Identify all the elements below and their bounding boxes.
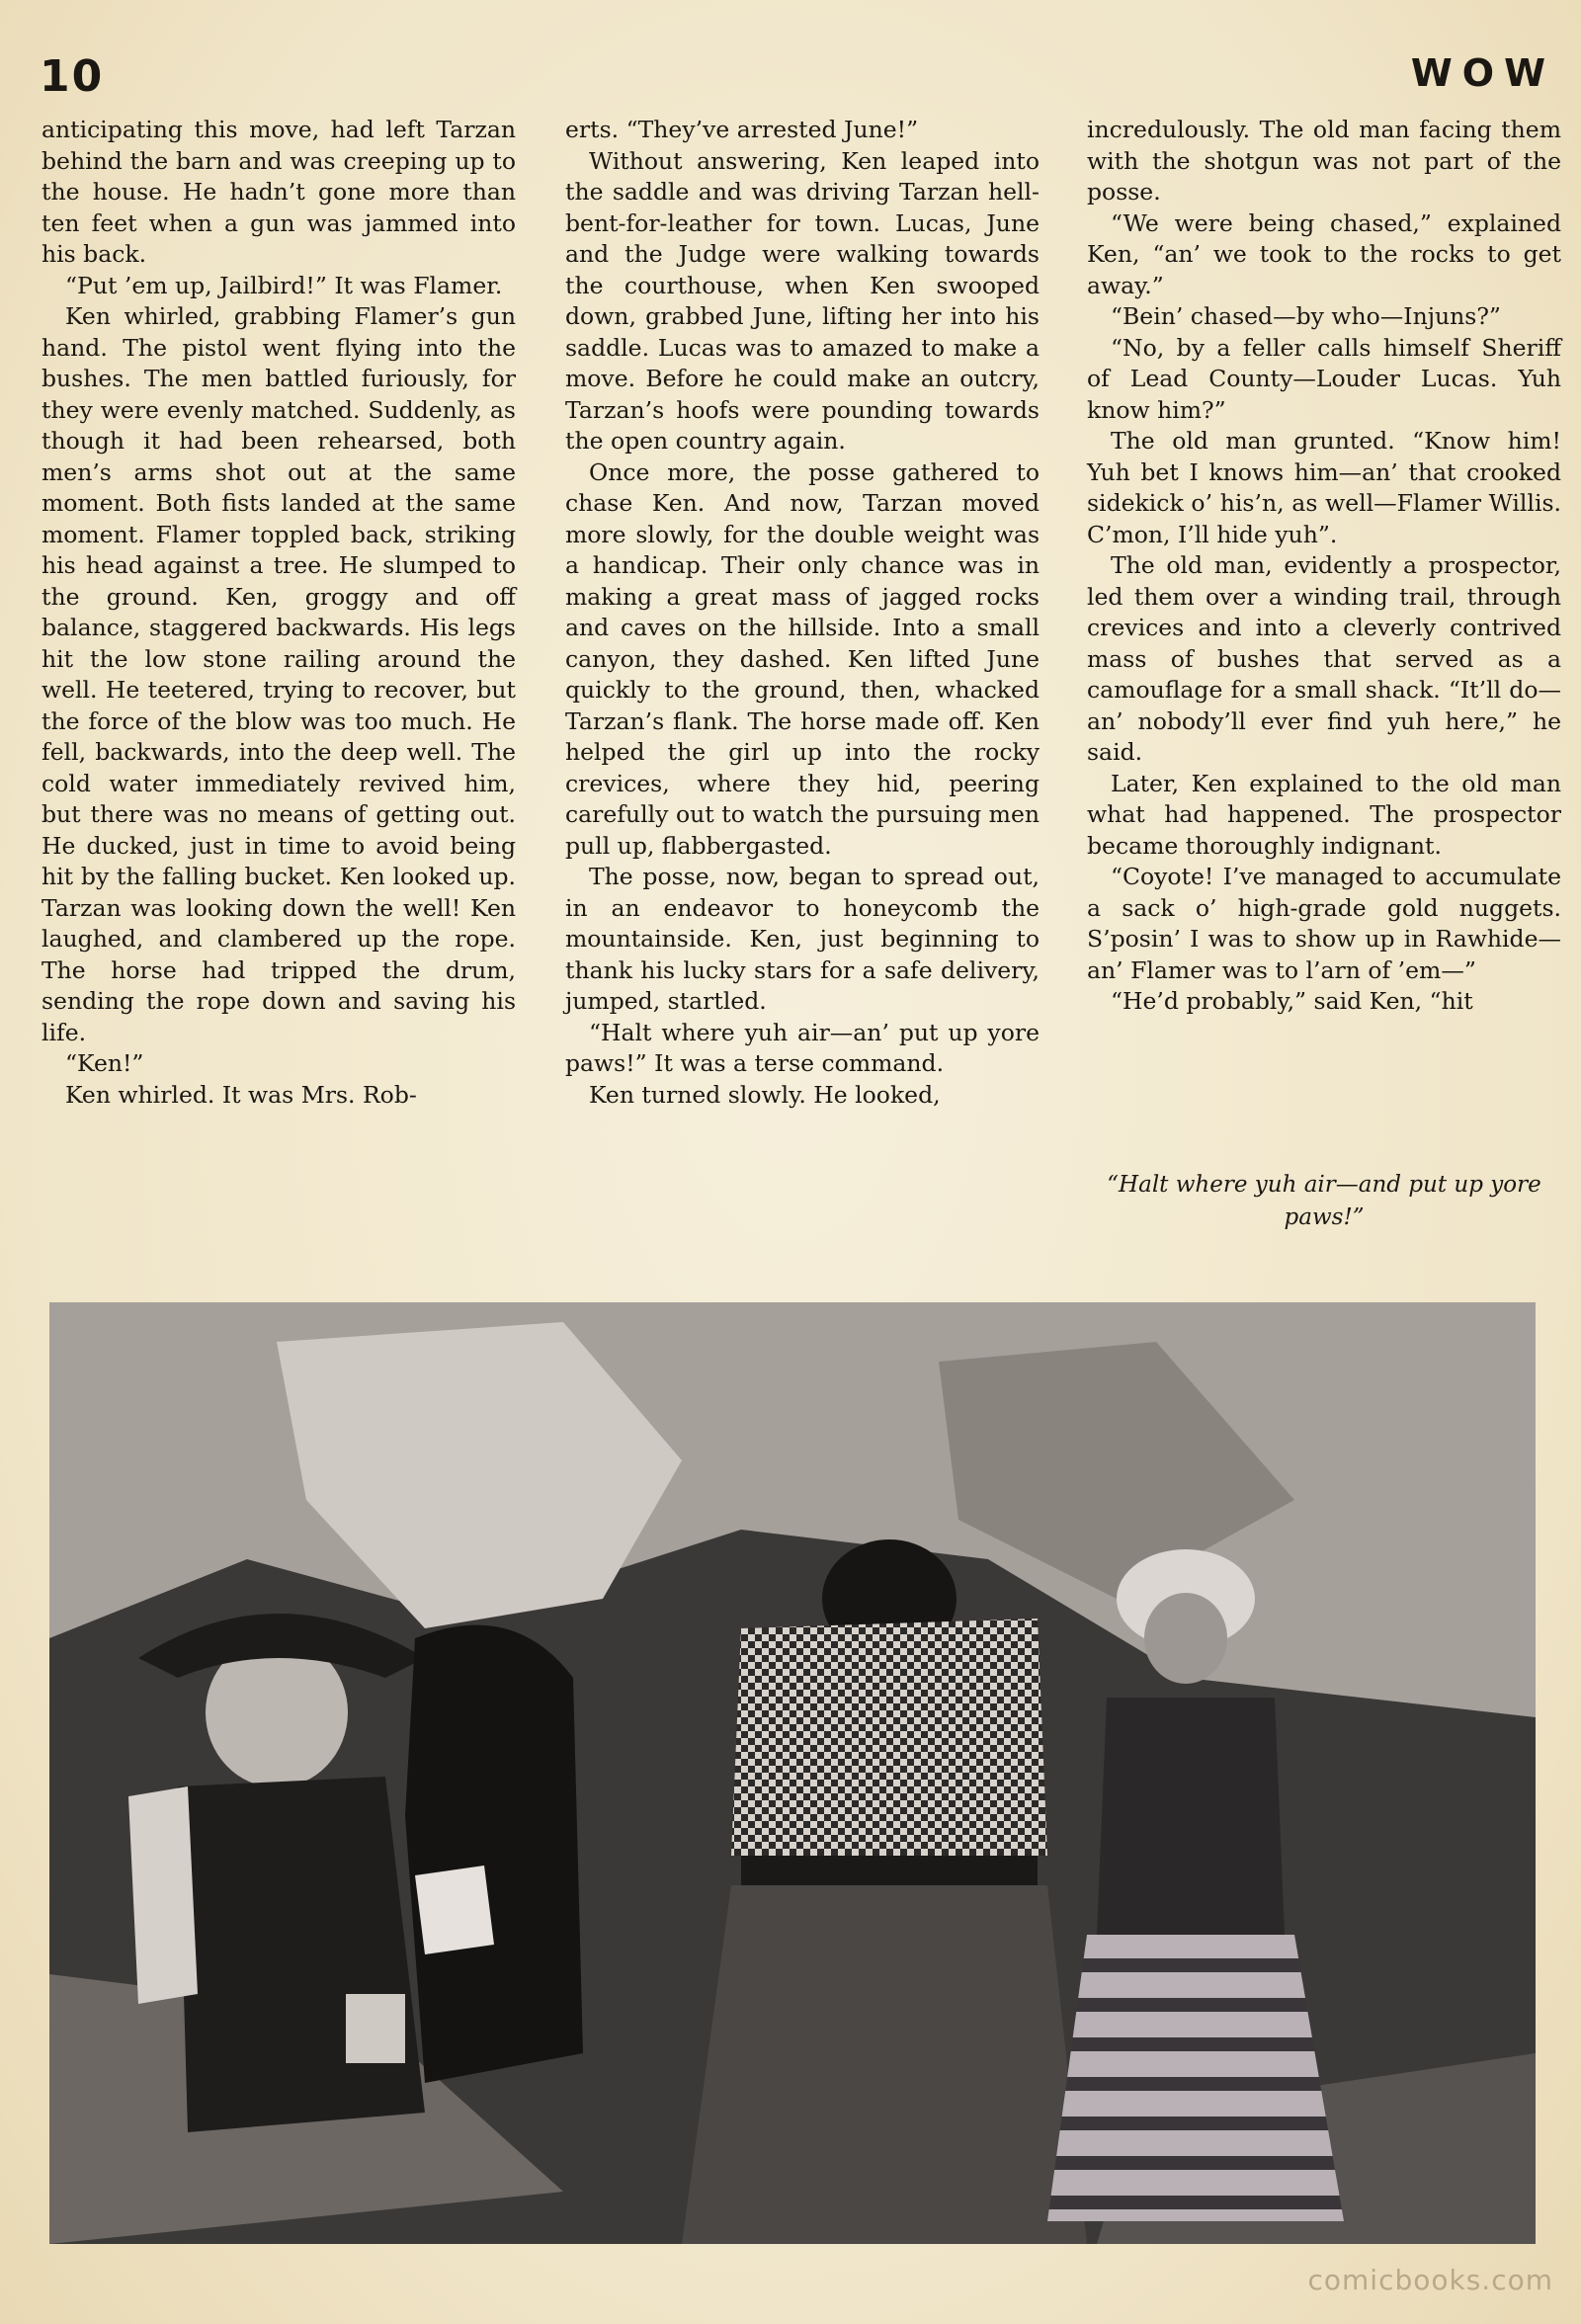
paragraph: Without answering, Ken leaped into the saddle and was driving Tarzan hell-bent-for-leather for town. Lucas, June and the Judge were walking towards the courthouse, when Ken swooped down, grabbed June, lifting her into his saddle. Lucas was to amazed to make a move. Before he could make an outcry, Tarzan’s hoofs were pounding towards the open country again. bbox=[565, 146, 1040, 455]
paragraph: anticipating this move, had left Tarzan behind the barn and was creeping up to the house. He hadn’t gone more than ten feet when a gun was jammed into his back. bbox=[42, 116, 516, 268]
paragraph: “Coyote! I’ve managed to accumulate a sack o’ high-grade gold nuggets. S’posin’ I was to show up in Rawhide—an’ Flamer was to l’arn of ’em—” bbox=[1087, 863, 1561, 984]
photo-caption: “Halt where yuh air—and put up yore paws!” bbox=[1107, 1172, 1541, 1230]
paragraph: Later, Ken explained to the old man what had happened. The prospector became thoroughly indignant. bbox=[1087, 769, 1561, 860]
text-column-1 bbox=[42, 115, 516, 1111]
paragraph: incredulously. The old man facing them with the shotgun was not part of the posse. bbox=[1087, 116, 1561, 206]
paragraph: Once more, the posse gathered to chase Ken. And now, Tarzan moved more slowly, for the double weight was a handicap. Their only chance was in making a great mass of jagged rocks and caves on the hillside. Into a small canyon, they dashed. Ken lifted June quickly to the ground, then, whacked Tarzan’s flank. The horse made off. Ken helped the girl up into the rocky crevices, where they hid, peering carefully out to watch the pursuing men pull up, flabbergasted. bbox=[565, 457, 1040, 860]
paragraph: “We were being chased,” explained Ken, “an’ we took to the rocks to get away.” bbox=[1087, 208, 1561, 299]
paragraph: “He’d probably,” said Ken, “hit bbox=[1111, 987, 1473, 1015]
watermark: comicbooks.com bbox=[1307, 2264, 1553, 2296]
text-column-3 bbox=[1087, 115, 1561, 1018]
paragraph: “No, by a feller calls himself Sheriff of Lead County—Louder Lucas. Yuh know him?” bbox=[1087, 333, 1561, 424]
paragraph: The posse, now, began to spread out, in an endeavor to honeycomb the mountainside. Ken, just beginning to thank his lucky stars for a safe delivery, jumped, startled. bbox=[565, 863, 1040, 1015]
paragraph: Ken whirled, grabbing Flamer’s gun hand. The pistol went flying into the bushes. The men battled furiously, for they were evenly matched. Suddenly, as though it had been rehearsed, both men’s arms shot out at the same moment. Both fists landed at the same moment. Flamer toppled back, striking his head against a tree. He slumped to the ground. Ken, groggy and off balance, staggered backwards. His legs hit the low stone railing around the well. He teetered, trying to recover, but the force of the blow was too much. He fell, backwards, into the deep well. The cold water immediately revived him, but there was no means of getting out. He ducked, just in time to avoid being hit by the falling bucket. Ken looked up. Tarzan was looking down the well! Ken laughed, and clambered up the rope. The horse had tripped the drum, sending the rope down and saving his life. bbox=[42, 302, 516, 1046]
magazine-title: WOW bbox=[1410, 51, 1555, 95]
paragraph: erts. “They’ve arrested June!” bbox=[565, 116, 919, 143]
photo-scene bbox=[49, 1302, 1536, 2244]
paragraph: “Put ’em up, Jailbird!” It was Flamer. bbox=[65, 271, 503, 299]
text-column-2 bbox=[565, 115, 1040, 1111]
paragraph: “Ken!” bbox=[65, 1049, 144, 1077]
illustration-photo bbox=[49, 1302, 1536, 2244]
paragraph: The old man grunted. “Know him! Yuh bet I knows him—an’ that crooked sidekick o’ his’n, as well—Flamer Willis. C’mon, I’ll hide yuh”. bbox=[1087, 427, 1561, 548]
page-number: 10 bbox=[40, 51, 105, 102]
paragraph: The old man, evidently a prospector, led them over a winding trail, through crevices and into a cleverly contrived mass of bushes that served as a camouflage for a small shack. “It’ll do—an’ nobody’ll ever find yuh here,” he said. bbox=[1087, 551, 1561, 766]
paragraph: Ken turned slowly. He looked, bbox=[589, 1080, 941, 1109]
paragraph: “Bein’ chased—by who—Injuns?” bbox=[1111, 302, 1501, 330]
paragraph: Ken whirled. It was Mrs. Rob- bbox=[65, 1080, 417, 1109]
paragraph: “Halt where yuh air—an’ put up yore paws!” It was a terse command. bbox=[565, 1018, 1040, 1077]
